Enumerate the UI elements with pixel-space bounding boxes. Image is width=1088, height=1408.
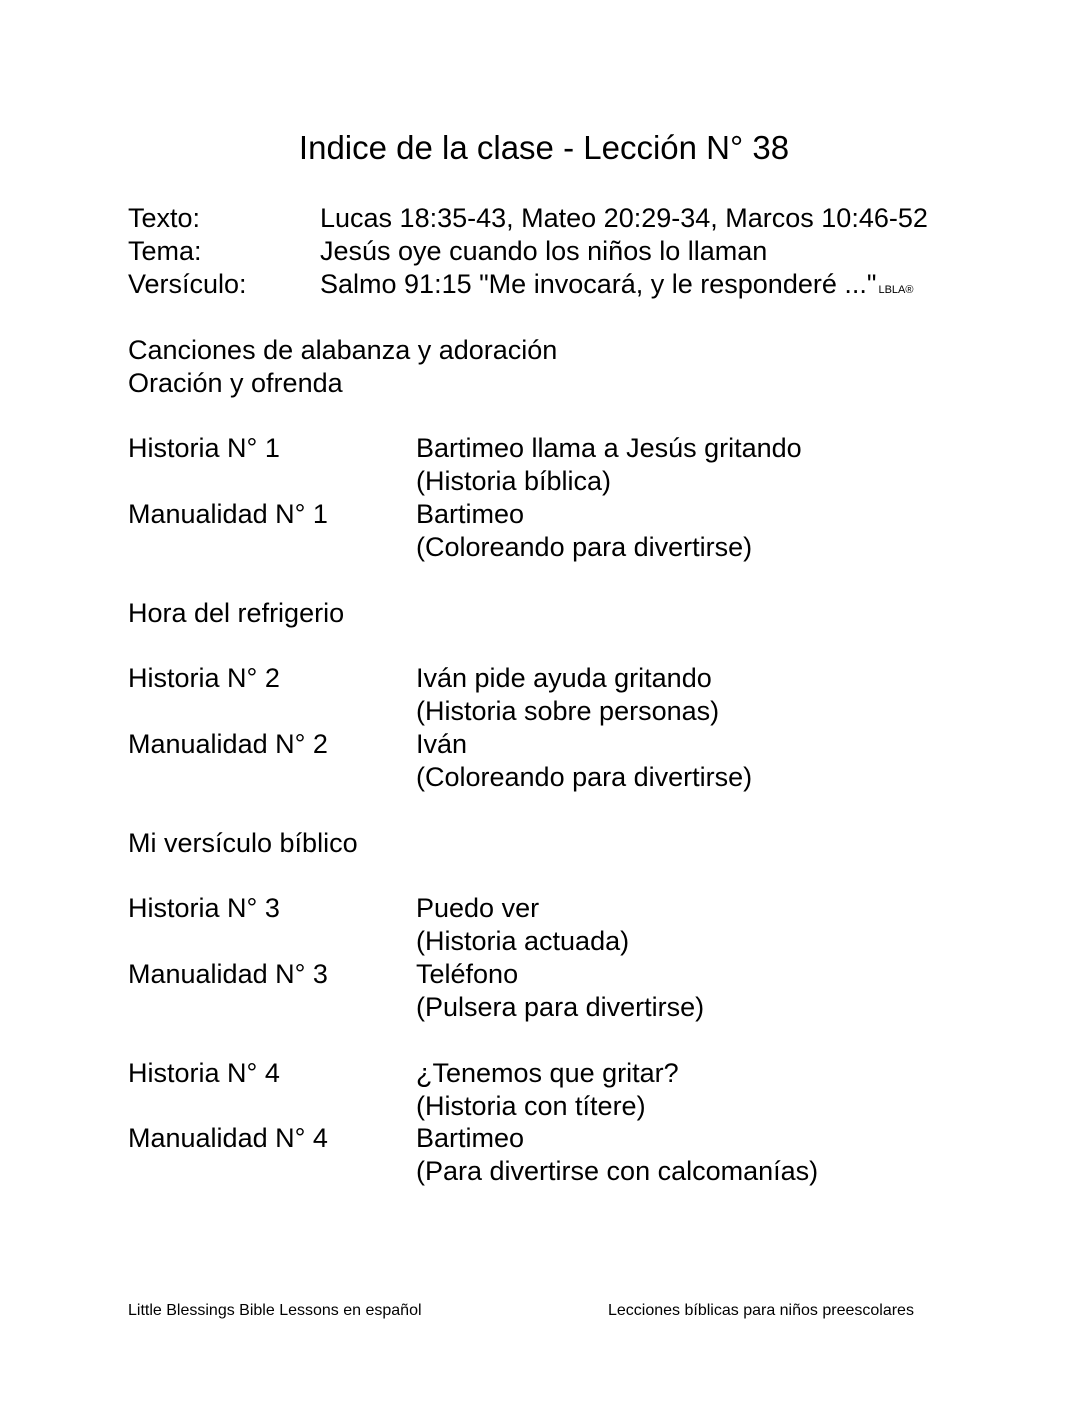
page-title: Indice de la clase - Lección N° 38 (298, 129, 790, 166)
versiculo-line (320, 268, 913, 307)
historia-1-label: Historia N° 1 (128, 433, 280, 463)
historia-2-title: Iván pide ayuda gritando (416, 663, 712, 693)
historia-4-type: (Historia con títere) (416, 1091, 646, 1121)
historia-3-title: Puedo ver (416, 893, 540, 923)
manualidad-4-title: Bartimeo (416, 1123, 525, 1153)
historia-1-type: (Historia bíblica) (416, 466, 612, 496)
break-versiculo: Mi versículo bíblico (128, 828, 358, 858)
manualidad-4-type: (Para divertirse con calcomanías) (416, 1156, 819, 1186)
manualidad-2-label: Manualidad N° 2 (128, 729, 328, 759)
manualidad-1-title: Bartimeo (416, 499, 525, 529)
versiculo-label: Versículo: (128, 269, 247, 299)
texto-label: Texto: (128, 203, 201, 233)
historia-2-label: Historia N° 2 (128, 663, 280, 693)
manualidad-1-type: (Coloreando para divertirse) (416, 532, 753, 562)
tema-label: Tema: (128, 236, 202, 266)
versiculo-source: LBLA® (878, 284, 914, 296)
intro-line-1: Canciones de alabanza y adoración (128, 335, 558, 365)
manualidad-2-title: Iván (416, 729, 468, 759)
manualidad-3-title: Teléfono (416, 959, 519, 989)
texto-value: Lucas 18:35-43, Mateo 20:29-34, Marcos 10:46-52 (320, 203, 928, 233)
manualidad-3-label: Manualidad N° 3 (128, 959, 328, 989)
historia-4-label: Historia N° 4 (128, 1058, 280, 1088)
manualidad-4-label: Manualidad N° 4 (128, 1123, 328, 1153)
tema-value: Jesús oye cuando los niños lo llaman (320, 236, 768, 266)
manualidad-2-type: (Coloreando para divertirse) (416, 762, 753, 792)
historia-1-title: Bartimeo llama a Jesús gritando (416, 433, 802, 463)
manualidad-3-type: (Pulsera para divertirse) (416, 992, 705, 1022)
historia-2-type: (Historia sobre personas) (416, 696, 720, 726)
manualidad-1-label: Manualidad N° 1 (128, 499, 328, 529)
break-refrigerio: Hora del refrigerio (128, 598, 345, 628)
historia-3-label: Historia N° 3 (128, 893, 280, 923)
historia-4-title: ¿Tenemos que gritar? (416, 1058, 679, 1088)
footer-left: Little Blessings Bible Lessons en español (128, 1302, 422, 1319)
footer-right: Lecciones bíblicas para niños preescolares (608, 1302, 914, 1319)
intro-line-2: Oración y ofrenda (128, 368, 343, 398)
versiculo-value: Salmo 91:15 "Me invocará, y le responderé ..." (320, 269, 877, 299)
historia-3-type: (Historia actuada) (416, 926, 630, 956)
